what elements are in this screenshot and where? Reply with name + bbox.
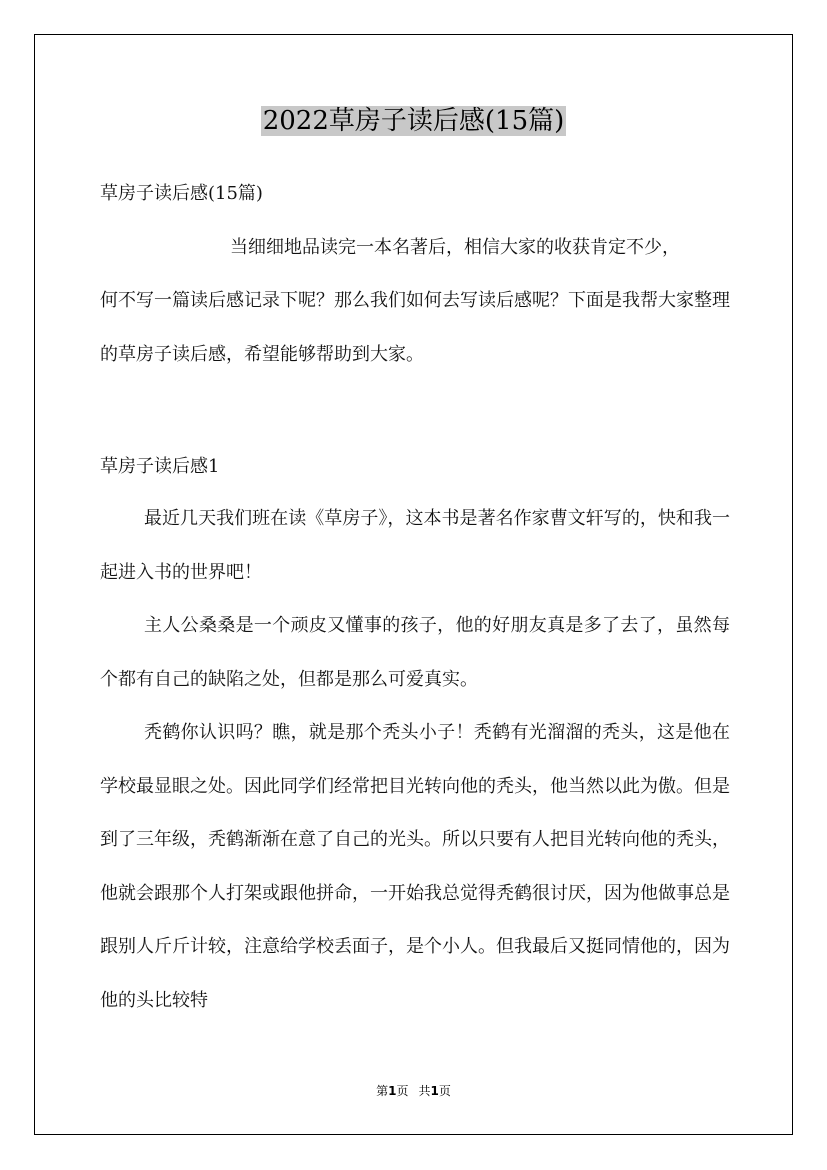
page-total-count: 1 [430, 1084, 439, 1098]
document-subtitle: 草房子读后感(15篇) [100, 183, 263, 204]
page-footer [0, 1083, 827, 1099]
document-title-text: 2022草房子读后感(15篇) [262, 106, 565, 136]
page-number-prefix: 第 [376, 1084, 389, 1098]
page-total-prefix: 共 [418, 1084, 431, 1098]
page-total-suffix: 页 [438, 1084, 451, 1098]
intro-first-line: 当细细地品读完一本名著后，相信大家的收获肯定不少， [230, 237, 680, 258]
body-paragraph: 秃鹤你认识吗？瞧，就是那个秃头小子！秃鹤有光溜溜的秃头，这是他在学校最显眼之处。因此同学们经常把目光转向他的秃头，他当然以此为傲。但是到了三年级，秃鹤渐渐在意了自己的光头。所以只要有人把目光转向他的秃头，他就会跟那个人打架或跟他拼命，一开始我总觉得秃鹤很讨厌，因为他做事总是跟别人斤斤计较，注意给学校丢面子，是个小人。但我最后又挺同情他的，因为他的头比较特 [100, 722, 730, 1011]
body-paragraph: 主人公桑桑是一个顽皮又懂事的孩子，他的好朋友真是多了去了，虽然每个都有自己的缺陷之处，但都是那么可爱真实。 [100, 615, 730, 690]
intro-paragraph: 何不写一篇读后感记录下呢？那么我们如何去写读后感呢？下面是我帮大家整理的草房子读后感，希望能够帮助到大家。 [100, 290, 730, 365]
page-number-suffix: 页 [396, 1084, 409, 1098]
section-heading: 草房子读后感1 [100, 456, 220, 477]
page-number-current: 1 [388, 1084, 397, 1098]
document-title [0, 100, 827, 142]
body-paragraph: 最近几天我们班在读《草房子》，这本书是著名作家曹文轩写的，快和我一起进入书的世界吧！ [100, 508, 730, 583]
